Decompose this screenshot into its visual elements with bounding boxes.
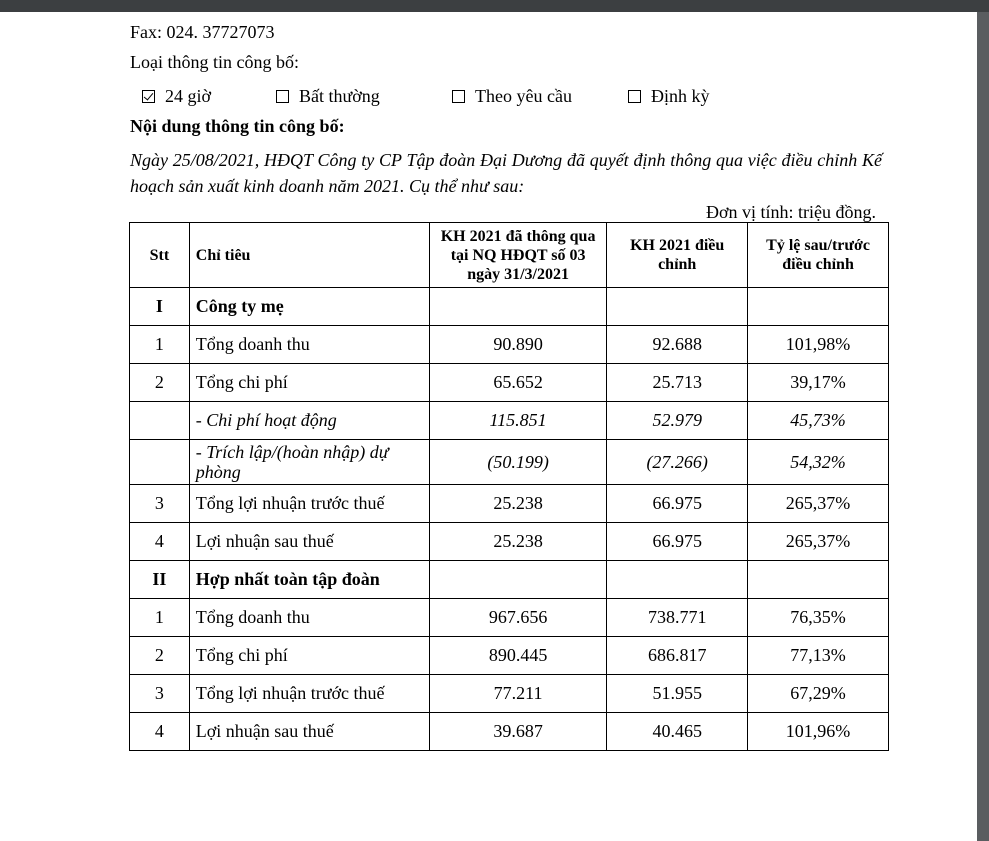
viewer-top-bar bbox=[0, 0, 989, 12]
cell-plan: 890.445 bbox=[429, 637, 606, 675]
cell-plan: 39.687 bbox=[429, 713, 606, 751]
cell-stt bbox=[130, 440, 190, 485]
table-row bbox=[130, 402, 889, 440]
cell-plan: 90.890 bbox=[429, 326, 606, 364]
cell-ratio: 101,98% bbox=[748, 326, 889, 364]
cell-ratio: 265,37% bbox=[748, 485, 889, 523]
cell-ratio: 54,32% bbox=[748, 440, 889, 485]
checked-box-icon bbox=[142, 90, 155, 103]
cell-plan bbox=[429, 288, 606, 326]
disclosure-type-label: Loại thông tin công bố: bbox=[130, 52, 299, 72]
option-irregular: Bất thường bbox=[276, 85, 380, 107]
cell-plan: 65.652 bbox=[429, 364, 606, 402]
header-ratio: Tỷ lệ sau/trước điều chỉnh bbox=[748, 223, 889, 288]
cell-stt: II bbox=[130, 561, 190, 599]
cell-plan: (50.199) bbox=[429, 440, 606, 485]
cell-stt: 3 bbox=[130, 485, 190, 523]
unit-note: Đơn vị tính: triệu đồng. bbox=[705, 202, 876, 222]
cell-adjusted: 738.771 bbox=[607, 599, 748, 637]
cell-stt: 2 bbox=[130, 637, 190, 675]
header-stt: Stt bbox=[130, 223, 190, 288]
table-row bbox=[130, 440, 889, 485]
content-heading: Nội dung thông tin công bố: bbox=[130, 116, 345, 136]
cell-indicator: Tổng chi phí bbox=[189, 364, 429, 402]
header-plan-approved: KH 2021 đã thông qua tại NQ HĐQT số 03 ngày 31/3/2021 bbox=[429, 223, 606, 288]
option-periodic: Định kỳ bbox=[628, 85, 710, 107]
option-on-request: Theo yêu cầu bbox=[452, 85, 572, 107]
cell-plan bbox=[429, 561, 606, 599]
cell-ratio: 265,37% bbox=[748, 523, 889, 561]
cell-adjusted: 66.975 bbox=[607, 485, 748, 523]
table-row bbox=[130, 599, 889, 637]
table-row bbox=[130, 675, 889, 713]
checkbox-icon bbox=[628, 90, 641, 103]
table-row bbox=[130, 288, 889, 326]
cell-ratio bbox=[748, 288, 889, 326]
cell-stt: 2 bbox=[130, 364, 190, 402]
cell-stt: I bbox=[130, 288, 190, 326]
cell-stt: 1 bbox=[130, 599, 190, 637]
cell-ratio: 39,17% bbox=[748, 364, 889, 402]
cell-indicator: Tổng chi phí bbox=[189, 637, 429, 675]
table-row bbox=[130, 326, 889, 364]
cell-stt: 4 bbox=[130, 523, 190, 561]
cell-adjusted bbox=[607, 288, 748, 326]
option-24h: 24 giờ bbox=[142, 85, 211, 107]
cell-stt: 4 bbox=[130, 713, 190, 751]
fax-line: Fax: 024. 37727073 bbox=[130, 22, 275, 42]
cell-adjusted: 66.975 bbox=[607, 523, 748, 561]
header-indicator: Chỉ tiêu bbox=[189, 223, 429, 288]
cell-ratio: 67,29% bbox=[748, 675, 889, 713]
table-row bbox=[130, 637, 889, 675]
cell-adjusted: 52.979 bbox=[607, 402, 748, 440]
table-row bbox=[130, 713, 889, 751]
cell-ratio: 77,13% bbox=[748, 637, 889, 675]
cell-indicator: Tổng doanh thu bbox=[189, 599, 429, 637]
cell-ratio: 101,96% bbox=[748, 713, 889, 751]
plan-table bbox=[129, 222, 889, 751]
table-row bbox=[130, 485, 889, 523]
table-row bbox=[130, 561, 889, 599]
cell-indicator: - Chi phí hoạt động bbox=[189, 402, 429, 440]
cell-stt: 3 bbox=[130, 675, 190, 713]
header-plan-adjusted: KH 2021 điều chỉnh bbox=[607, 223, 748, 288]
cell-adjusted: 40.465 bbox=[607, 713, 748, 751]
cell-stt: 1 bbox=[130, 326, 190, 364]
cell-stt bbox=[130, 402, 190, 440]
cell-adjusted bbox=[607, 561, 748, 599]
intro-paragraph: Ngày 25/08/2021, HĐQT Công ty CP Tập đoàn Đại Dương đã quyết định thông qua việc điều chỉnh Kế hoạch sản xuất kinh doanh năm 2021. Cụ thể như sau: bbox=[130, 150, 882, 196]
cell-indicator: Tổng lợi nhuận trước thuế bbox=[189, 675, 429, 713]
table-row bbox=[130, 364, 889, 402]
cell-indicator: Lợi nhuận sau thuế bbox=[189, 713, 429, 751]
cell-ratio: 45,73% bbox=[748, 402, 889, 440]
cell-indicator: Tổng doanh thu bbox=[189, 326, 429, 364]
cell-adjusted: 25.713 bbox=[607, 364, 748, 402]
cell-indicator: Lợi nhuận sau thuế bbox=[189, 523, 429, 561]
cell-indicator: Hợp nhất toàn tập đoàn bbox=[189, 561, 429, 599]
cell-plan: 77.211 bbox=[429, 675, 606, 713]
cell-ratio bbox=[748, 561, 889, 599]
cell-ratio: 76,35% bbox=[748, 599, 889, 637]
table-header-row bbox=[130, 223, 889, 288]
cell-plan: 967.656 bbox=[429, 599, 606, 637]
cell-indicator: Tổng lợi nhuận trước thuế bbox=[189, 485, 429, 523]
cell-plan: 25.238 bbox=[429, 523, 606, 561]
checkbox-icon bbox=[452, 90, 465, 103]
cell-plan: 115.851 bbox=[429, 402, 606, 440]
cell-adjusted: 92.688 bbox=[607, 326, 748, 364]
cell-adjusted: (27.266) bbox=[607, 440, 748, 485]
cell-indicator: - Trích lập/(hoàn nhập) dự phòng bbox=[189, 440, 429, 485]
table-row bbox=[130, 523, 889, 561]
cell-adjusted: 51.955 bbox=[607, 675, 748, 713]
cell-adjusted: 686.817 bbox=[607, 637, 748, 675]
cell-plan: 25.238 bbox=[429, 485, 606, 523]
viewer-background bbox=[977, 0, 989, 841]
checkbox-icon bbox=[276, 90, 289, 103]
cell-indicator: Công ty mẹ bbox=[189, 288, 429, 326]
